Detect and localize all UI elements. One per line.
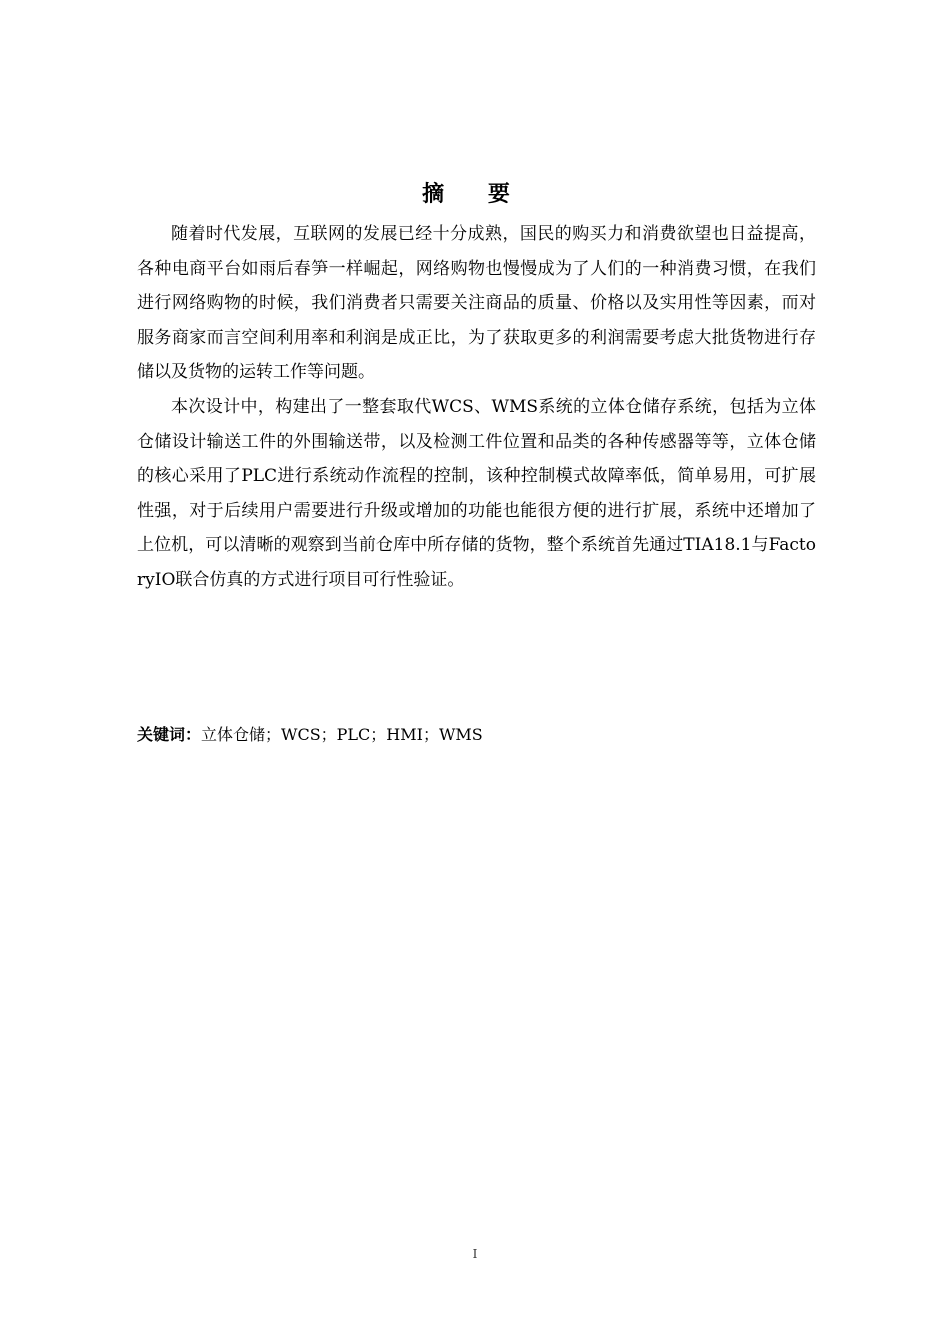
keywords-line — [137, 718, 816, 752]
abstract-paragraph-1: 随着时代发展，互联网的发展已经十分成熟，国民的购买力和消费欲望也日益提高，各种电商平台如雨后春笋一样崛起，网络购物也慢慢成为了人们的一种消费习惯，在我们进行网络购物的时候，我们消费者只需要关注商品的质量、价格以及实用性等因素，而对服务商家而言空间利用率和利润是成正比，为了获取更多的利润需要考虑大批货物进行存储以及货物的运转工作等问题。 — [137, 224, 816, 383]
abstract-paragraph-2: 本次设计中，构建出了一整套取代WCS、WMS系统的立体仓储存系统，包括为立体仓储设计输送工件的外围输送带，以及检测工件位置和品类的各种传感器等等，立体仓储的核心采用了PLC进行系统动作流程的控制，该种控制模式故障率低，简单易用，可扩展性强，对于后续用户需要进行升级或增加的功能也能很方便的进行扩展，系统中还增加了上位机，可以清晰的观察到当前仓库中所存储的货物，整个系统首先通过TIA18.1与FactoryIO联合仿真的方式进行项目可行性验证。 — [137, 396, 816, 590]
page-number: I — [472, 1247, 478, 1261]
abstract-title: 摘 要 — [422, 182, 528, 207]
abstract-body — [137, 217, 816, 598]
keywords-label: 关键词： — [137, 725, 202, 744]
keywords-text: 立体仓储；WCS；PLC；HMI；WMS — [201, 725, 483, 744]
